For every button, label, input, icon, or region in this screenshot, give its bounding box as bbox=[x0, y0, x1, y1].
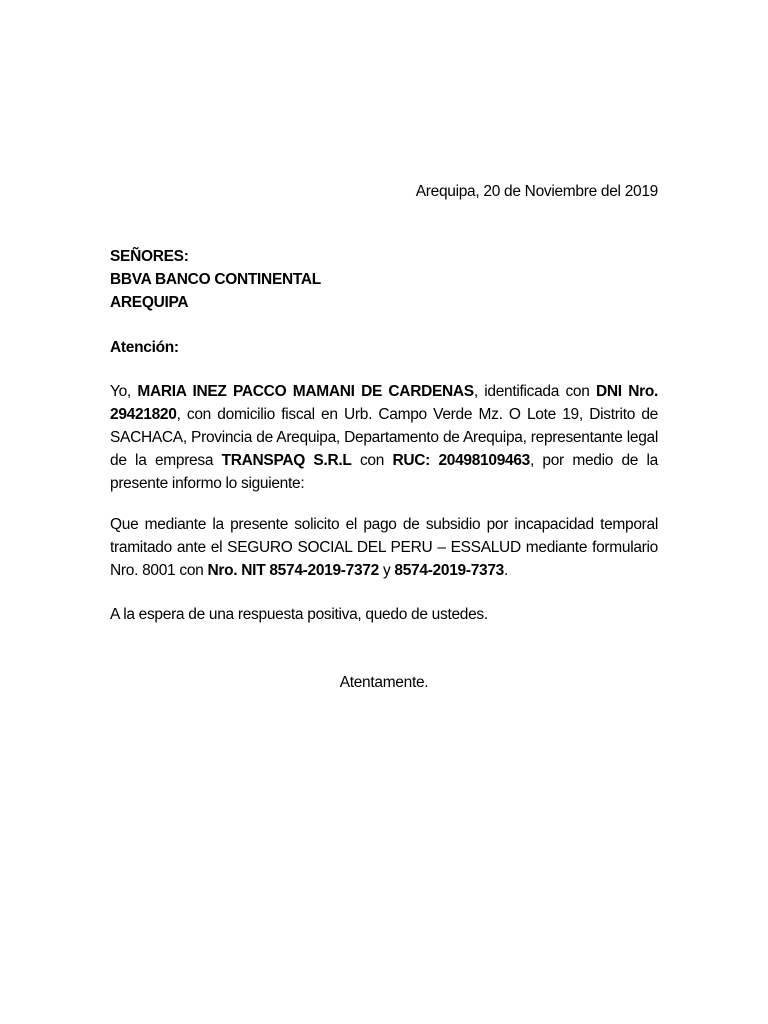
paragraph-text: , por medio de la presente informo lo siguiente: bbox=[110, 452, 658, 492]
recipient-salutation: SEÑORES: bbox=[110, 248, 189, 265]
applicant-name: MARIA INEZ PACCO MAMANI DE CARDENAS bbox=[137, 383, 474, 400]
attention-label: Atención: bbox=[110, 339, 179, 356]
ruc-number: RUC: 20498109463 bbox=[392, 452, 530, 469]
nit-number-1: Nro. NIT 8574-2019-7372 bbox=[207, 562, 379, 579]
company-name: TRANSPAQ S.R.L bbox=[221, 452, 352, 469]
paragraph-closing-remark: A la espera de una respuesta positiva, quedo de ustedes. bbox=[110, 606, 488, 623]
closing-signoff: Atentamente. bbox=[339, 674, 429, 691]
paragraph-text: Yo, bbox=[110, 383, 138, 400]
paragraph-identification bbox=[110, 380, 658, 495]
paragraph-request bbox=[110, 513, 658, 582]
paragraph-text: con bbox=[351, 452, 393, 469]
nit-number-2: 8574-2019-7373 bbox=[394, 562, 504, 579]
recipient-bank-name: BBVA BANCO CONTINENTAL bbox=[110, 271, 321, 288]
paragraph-text: , con domicilio fiscal en Urb. Campo Verde Mz. O Lote 19, Distrito de SACHACA, Provincia de Arequipa, Departamento de Arequipa, representante legal de la empresa bbox=[110, 406, 658, 469]
paragraph-text: . bbox=[503, 562, 508, 579]
paragraph-text: , identificada con bbox=[473, 383, 596, 400]
dni-number: DNI Nro. 29421820 bbox=[110, 383, 659, 423]
recipient-city: AREQUIPA bbox=[110, 294, 189, 311]
paragraph-text: Que mediante la presente solicito el pago de subsidio por incapacidad temporal tramitado ante el SEGURO SOCIAL DEL PERU – ESSALUD mediante formulario Nro. 8001 con bbox=[110, 516, 658, 579]
paragraph-text: y bbox=[378, 562, 395, 579]
date-line: Arequipa, 20 de Noviembre del 2019 bbox=[415, 183, 658, 200]
